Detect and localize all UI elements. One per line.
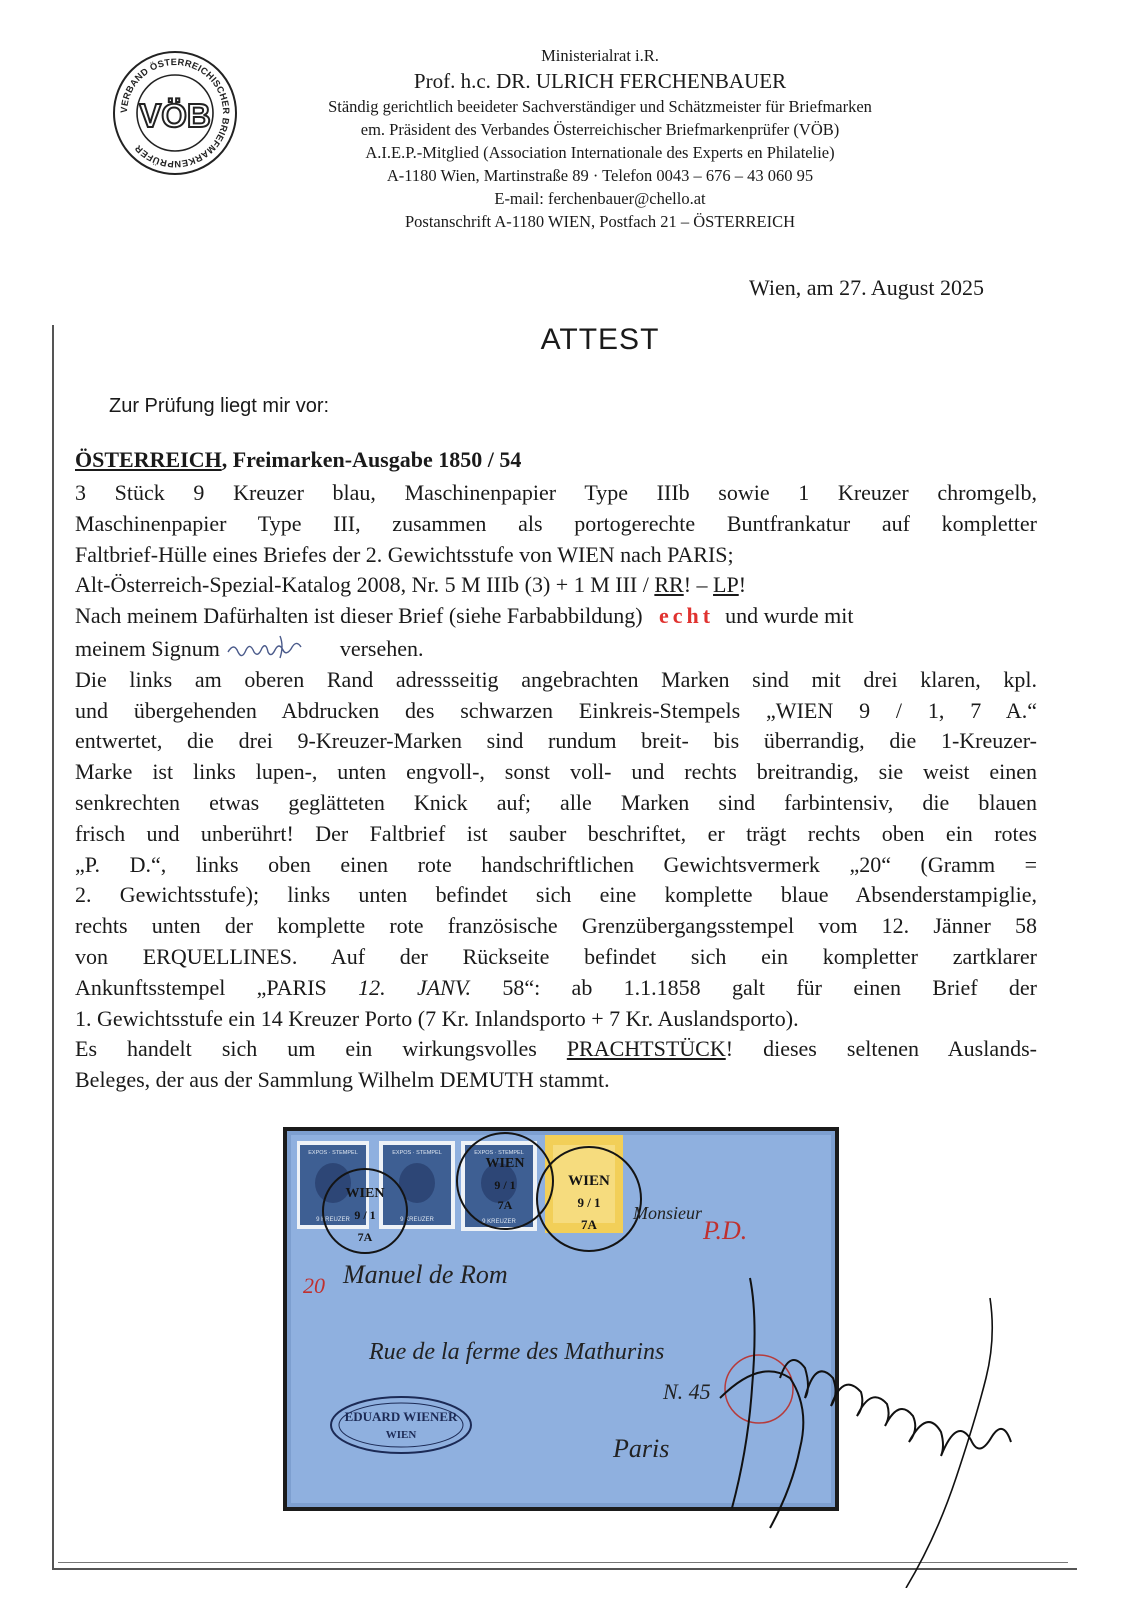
arrival-text: Ankunftsstempel „PARIS bbox=[75, 974, 359, 1000]
stamp-top-text: EXPOS · STEMPEL bbox=[474, 1150, 524, 1156]
opinion-text-end: und wurde mit bbox=[725, 603, 854, 629]
heading-country: ÖSTERREICH bbox=[75, 447, 222, 472]
stamp-top-text: EXPOS · STEMPEL bbox=[308, 1150, 358, 1156]
body-line: Marke ist links lupen-, unten engvoll-, sonst voll- und rechts breitrandig, sie weist einen bbox=[75, 759, 1037, 785]
cancel-city: WIEN bbox=[345, 1186, 385, 1201]
body-line bbox=[75, 601, 1037, 632]
cancel-time: 7A bbox=[581, 1217, 597, 1232]
arrival-date: 12. JANV. bbox=[358, 974, 471, 1000]
summary-highlight: PRACHTSTÜCK bbox=[566, 1036, 726, 1062]
letterhead-name: Prof. h.c. DR. ULRICH FERCHENBAUER bbox=[413, 69, 787, 93]
intro-text: Zur Prüfung liegt mir vor: bbox=[109, 395, 330, 417]
body-line bbox=[75, 570, 1037, 601]
document-title: ATTEST bbox=[540, 323, 660, 356]
cancel-date: 9 / 1 bbox=[354, 1208, 376, 1222]
sender-name: EDUARD WIENER bbox=[344, 1409, 458, 1424]
voeb-seal-logo bbox=[112, 50, 238, 176]
cancel-city: WIEN bbox=[568, 1173, 610, 1189]
letterhead bbox=[270, 44, 930, 233]
stamp-top-text: EXPOS · STEMPEL bbox=[392, 1150, 442, 1156]
address-line: N. 45 bbox=[663, 1379, 711, 1404]
address-line: Manuel de Rom bbox=[343, 1260, 508, 1289]
attest-body bbox=[75, 478, 1037, 1096]
body-line bbox=[75, 1034, 1037, 1065]
heading-issue: , Freimarken-Ausgabe 1850 / 54 bbox=[221, 447, 522, 472]
letterhead-email: E-mail: ferchenbauer@chello.at bbox=[494, 189, 706, 208]
body-line: Faltbrief-Hülle eines Briefes der 2. Gewichtsstufe von WIEN nach PARIS; bbox=[75, 541, 734, 567]
letterhead-rank: Ministerialrat i.R. bbox=[541, 46, 659, 65]
letterhead-postal: Postanschrift A-1180 WIEN, Postfach 21 – ÖSTERREICH bbox=[404, 212, 795, 231]
body-line: 2. Gewichtsstufe); links unten befindet sich eine komplette blaue Absenderstampiglie, bbox=[75, 882, 1037, 908]
rarity-lp: LP bbox=[713, 572, 739, 598]
letterhead-address: A-1180 Wien, Martinstraße 89 · Telefon 0043 – 676 – 43 060 95 bbox=[386, 166, 814, 185]
letterhead-aiep: A.I.E.P.-Mitglied (Association Internationale des Experts en Philatelie) bbox=[365, 143, 835, 162]
letterhead-role: Ständig gerichtlich beeideter Sachverständiger und Schätzmeister für Briefmarken bbox=[328, 97, 872, 116]
catalogue-text: Alt-Österreich-Spezial-Katalog 2008, Nr. 5 M IIIb (3) + 1 M III / bbox=[75, 572, 655, 598]
signum-text-end: versehen. bbox=[339, 635, 424, 661]
body-line: 3 Stück 9 Kreuzer blau, Maschinenpapier Type IIIb sowie 1 Kreuzer chromgelb, bbox=[75, 480, 1037, 505]
verdict-genuine: echt bbox=[659, 603, 715, 629]
body-line: und übergehenden Abdrucken des schwarzen Einkreis-Stempels „WIEN 9 / 1, 7 A.“ bbox=[75, 697, 1037, 723]
cancel-time: 7A bbox=[497, 1198, 513, 1212]
seal-center-text: VÖB bbox=[139, 97, 211, 134]
cancel-time: 7A bbox=[357, 1230, 373, 1244]
sender-city: WIEN bbox=[385, 1429, 417, 1441]
catalogue-sep: ! – bbox=[683, 572, 714, 598]
body-line: Maschinenpapier Type III, zusammen als portogerechte Buntfrankatur auf kompletter bbox=[75, 510, 1037, 536]
body-line: Die links am oberen Rand adressseitig angebrachten Marken sind mit drei klaren, kpl. bbox=[75, 666, 1037, 692]
body-line: von ERQUELLINES. Auf der Rückseite befindet sich ein kompletter zartklarer bbox=[75, 943, 1037, 969]
item-heading bbox=[75, 447, 521, 473]
stamp-value-text: 9 KREUZER bbox=[400, 1217, 434, 1223]
stamp-value-text: 9 KREUZER bbox=[316, 1217, 350, 1223]
cancel-date: 9 / 1 bbox=[494, 1178, 516, 1192]
seal-ring-text: VERBAND ÖSTERREICHISCHER BRIEFMARKENPRÜFER bbox=[118, 56, 232, 170]
summary-text-end: ! dieses seltenen Auslands- bbox=[725, 1036, 1037, 1062]
address-line: Paris bbox=[613, 1434, 670, 1463]
document-date: Wien, am 27. August 2025 bbox=[749, 275, 984, 300]
weight-mark: 20 bbox=[303, 1273, 325, 1298]
body-line: rechts unten der komplette rote französische Grenzübergangsstempel vom 12. Jänner 58 bbox=[75, 913, 1037, 939]
body-line bbox=[75, 973, 1037, 1004]
stamp-9-kreuzer-2 bbox=[379, 1141, 455, 1229]
opinion-text: Nach meinem Dafürhalten ist dieser Brief (siehe Farbabbildung) bbox=[75, 603, 643, 629]
body-line: senkrechten etwas geglätteten Knick auf; alle Marken sind farbintensiv, die blauen bbox=[75, 789, 1037, 815]
body-line: Beleges, der aus der Sammlung Wilhelm DEMUTH stammt. bbox=[75, 1067, 610, 1093]
signum-handwritten-mark bbox=[220, 632, 340, 665]
address-line: Rue de la ferme des Mathurins bbox=[369, 1339, 665, 1365]
cancel-date: 9 / 1 bbox=[577, 1195, 601, 1210]
arrival-text-end: 58“: ab 1.1.1858 galt für einen Brief der bbox=[470, 974, 1038, 1000]
letterhead-president: em. Präsident des Verbandes Österreichischer Briefmarkenprüfer (VÖB) bbox=[360, 120, 840, 139]
body-line: frisch und unberührt! Der Faltbrief ist sauber beschriftet, er trägt rechts oben ein rotes bbox=[75, 820, 1037, 846]
red-pd-mark: P.D. bbox=[703, 1216, 748, 1245]
expert-signature bbox=[690, 1258, 1090, 1588]
body-line bbox=[75, 632, 1037, 665]
signum-text: meinem Signum bbox=[75, 635, 220, 661]
body-line: entwertet, die drei 9-Kreuzer-Marken sind rundum breit- bis überrandig, die 1-Kreuzer- bbox=[75, 728, 1037, 754]
stamp-value-text: 9 KREUZER bbox=[482, 1219, 516, 1225]
address-line: Monsieur bbox=[633, 1203, 702, 1223]
cancel-city: WIEN bbox=[485, 1156, 525, 1171]
frame-left-line bbox=[52, 325, 54, 1570]
rarity-rr: RR bbox=[654, 572, 684, 598]
summary-text: Es handelt sich um ein wirkungsvolles bbox=[75, 1036, 567, 1062]
body-line: „P. D.“, links oben einen rote handschriftlichen Gewichtsvermerk „20“ (Gramm = bbox=[75, 851, 1037, 877]
catalogue-end: ! bbox=[738, 572, 747, 598]
body-line: 1. Gewichtsstufe ein 14 Kreuzer Porto (7 Kr. Inlandsporto + 7 Kr. Auslandsporto). bbox=[75, 1005, 799, 1031]
